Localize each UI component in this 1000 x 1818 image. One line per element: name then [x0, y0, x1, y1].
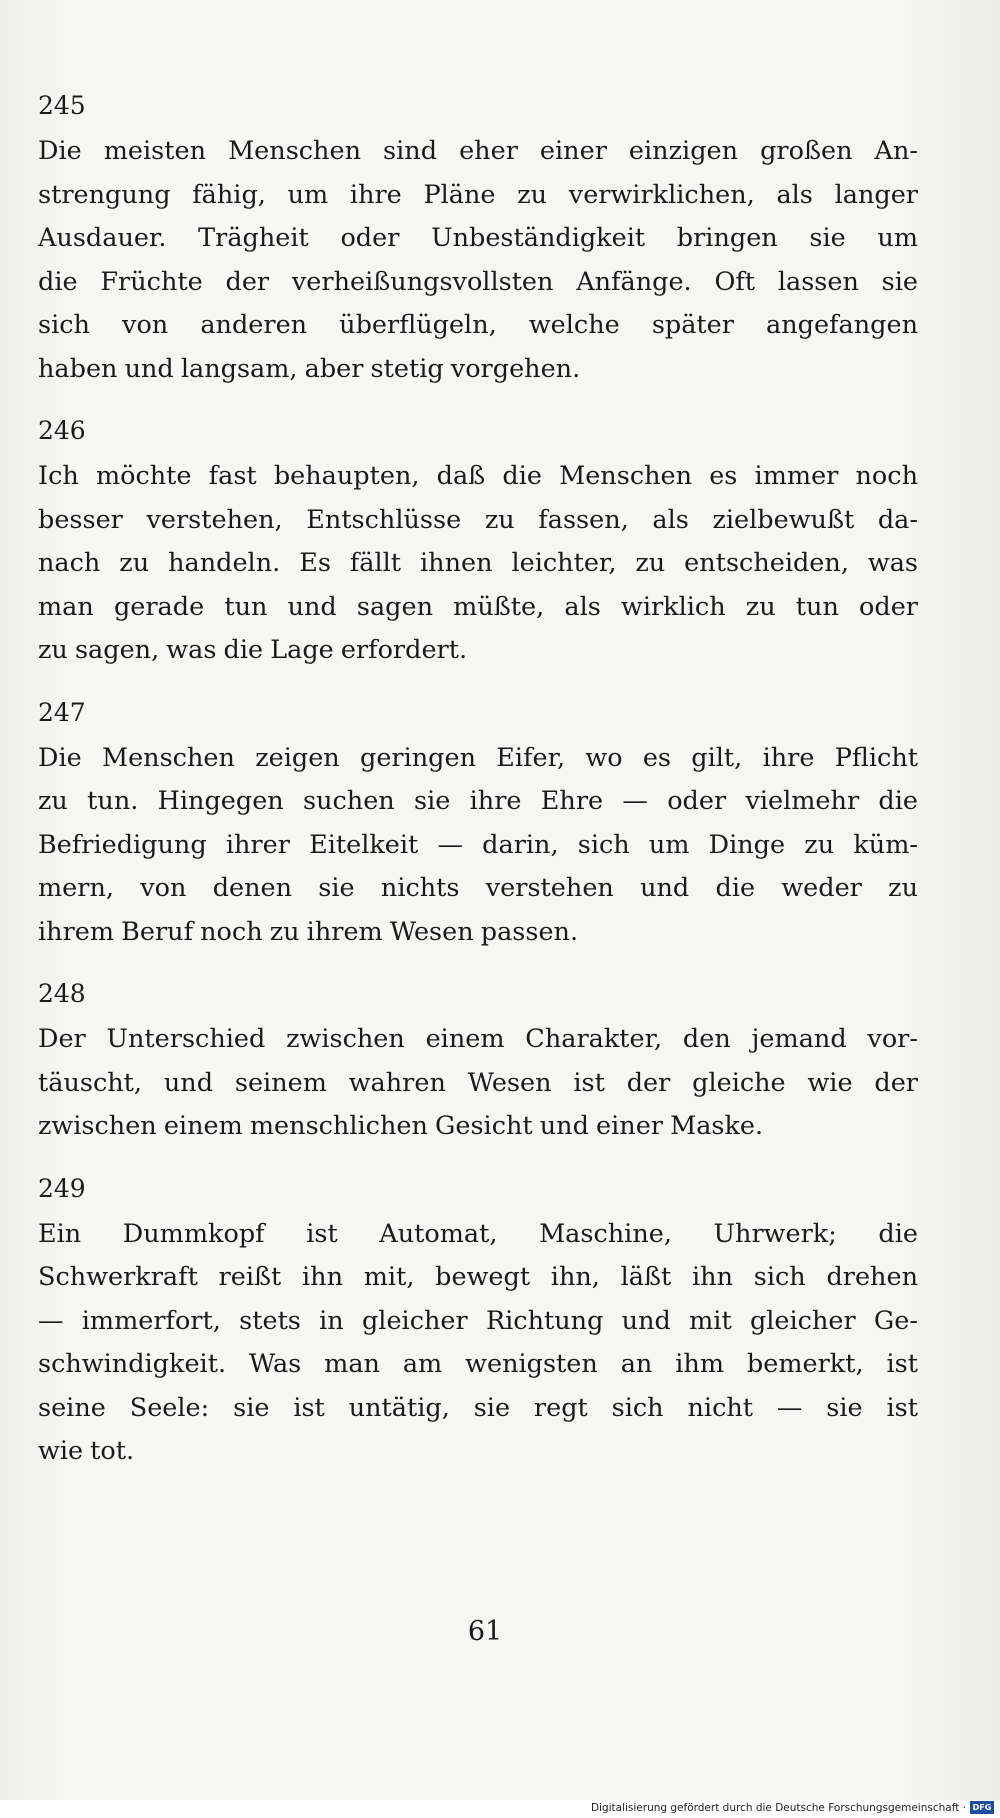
text-line: Ich möchte fast behaupten, daß die Menschen es immer noch [38, 461, 918, 491]
text-line: zu sagen, was die Lage erfordert. [38, 635, 468, 665]
aphorism-number: 249 [38, 1173, 86, 1203]
aphorism-248 [38, 976, 918, 1149]
text-line: Der Unterschied zwischen einem Charakter, den jemand vor- [38, 1024, 918, 1054]
text-line: — immerfort, stets in gleicher Richtung und mit gleicher Ge- [38, 1305, 918, 1336]
aphorism-249 [38, 1171, 918, 1474]
text-line: die Früchte der verheißungsvollsten Anfänge. Oft lassen sie [38, 266, 918, 297]
text-line: man gerade tun und sagen müßte, als wirklich zu tun oder [38, 591, 918, 622]
text-line: nach zu handeln. Es fällt ihnen leichter, zu entscheiden, was [38, 548, 918, 578]
text-line: Schwerkraft reißt ihn mit, bewegt ihn, läßt ihn sich drehen [38, 1262, 918, 1292]
text-line: Ausdauer. Trägheit oder Unbeständigkeit bringen sie um [38, 223, 918, 253]
page-number: 61 [467, 1616, 503, 1647]
text-line: zwischen einem menschlichen Gesicht und einer Maske. [38, 1111, 764, 1141]
text-line: besser verstehen, Entschlüsse zu fassen, als zielbewußt da- [38, 504, 918, 535]
aphorism-246 [38, 413, 918, 673]
text-line: schwindigkeit. Was man am wenigsten an ihm bemerkt, ist [38, 1349, 918, 1379]
text-line: wie tot. [38, 1436, 135, 1466]
text-line: täuscht, und seinem wahren Wesen ist der gleiche wie der [38, 1067, 918, 1098]
aphorism-number: 248 [38, 979, 86, 1008]
text-line: Die Menschen zeigen geringen Eifer, wo es gilt, ihre Pflicht [38, 742, 918, 773]
text-line: Die meisten Menschen sind eher einer einzigen großen An- [38, 136, 918, 166]
aphorism-number: 245 [38, 91, 86, 120]
text-line: Befriedigung ihrer Eitelkeit — darin, sich um Dinge zu küm- [38, 829, 918, 860]
text-line: haben und langsam, aber stetig vorgehen. [38, 353, 581, 384]
text-line: Ein Dummkopf ist Automat, Maschine, Uhrwerk; die [38, 1218, 918, 1249]
text-line: zu tun. Hingegen suchen sie ihre Ehre — oder vielmehr die [38, 786, 918, 816]
aphorism-number: 246 [38, 416, 86, 445]
aphorism-list [38, 88, 918, 1496]
aphorism-247 [38, 695, 918, 955]
aphorism-245 [38, 88, 918, 391]
text-line: sich von anderen überflügeln, welche später angefangen [38, 310, 918, 340]
dfg-logo: DFG [970, 1801, 994, 1814]
footer-credit: Digitalisierung gefördert durch die Deutsche Forschungsgemeinschaft · [590, 1802, 966, 1814]
aphorism-number: 247 [38, 697, 86, 727]
text-line: ihrem Beruf noch zu ihrem Wesen passen. [38, 916, 579, 947]
text-line: seine Seele: sie ist untätig, sie regt sich nicht — sie ist [38, 1392, 918, 1423]
text-line: mern, von denen sie nichts verstehen und die weder zu [38, 873, 918, 903]
text-line: strengung fähig, um ihre Pläne zu verwirklichen, als langer [38, 179, 918, 210]
